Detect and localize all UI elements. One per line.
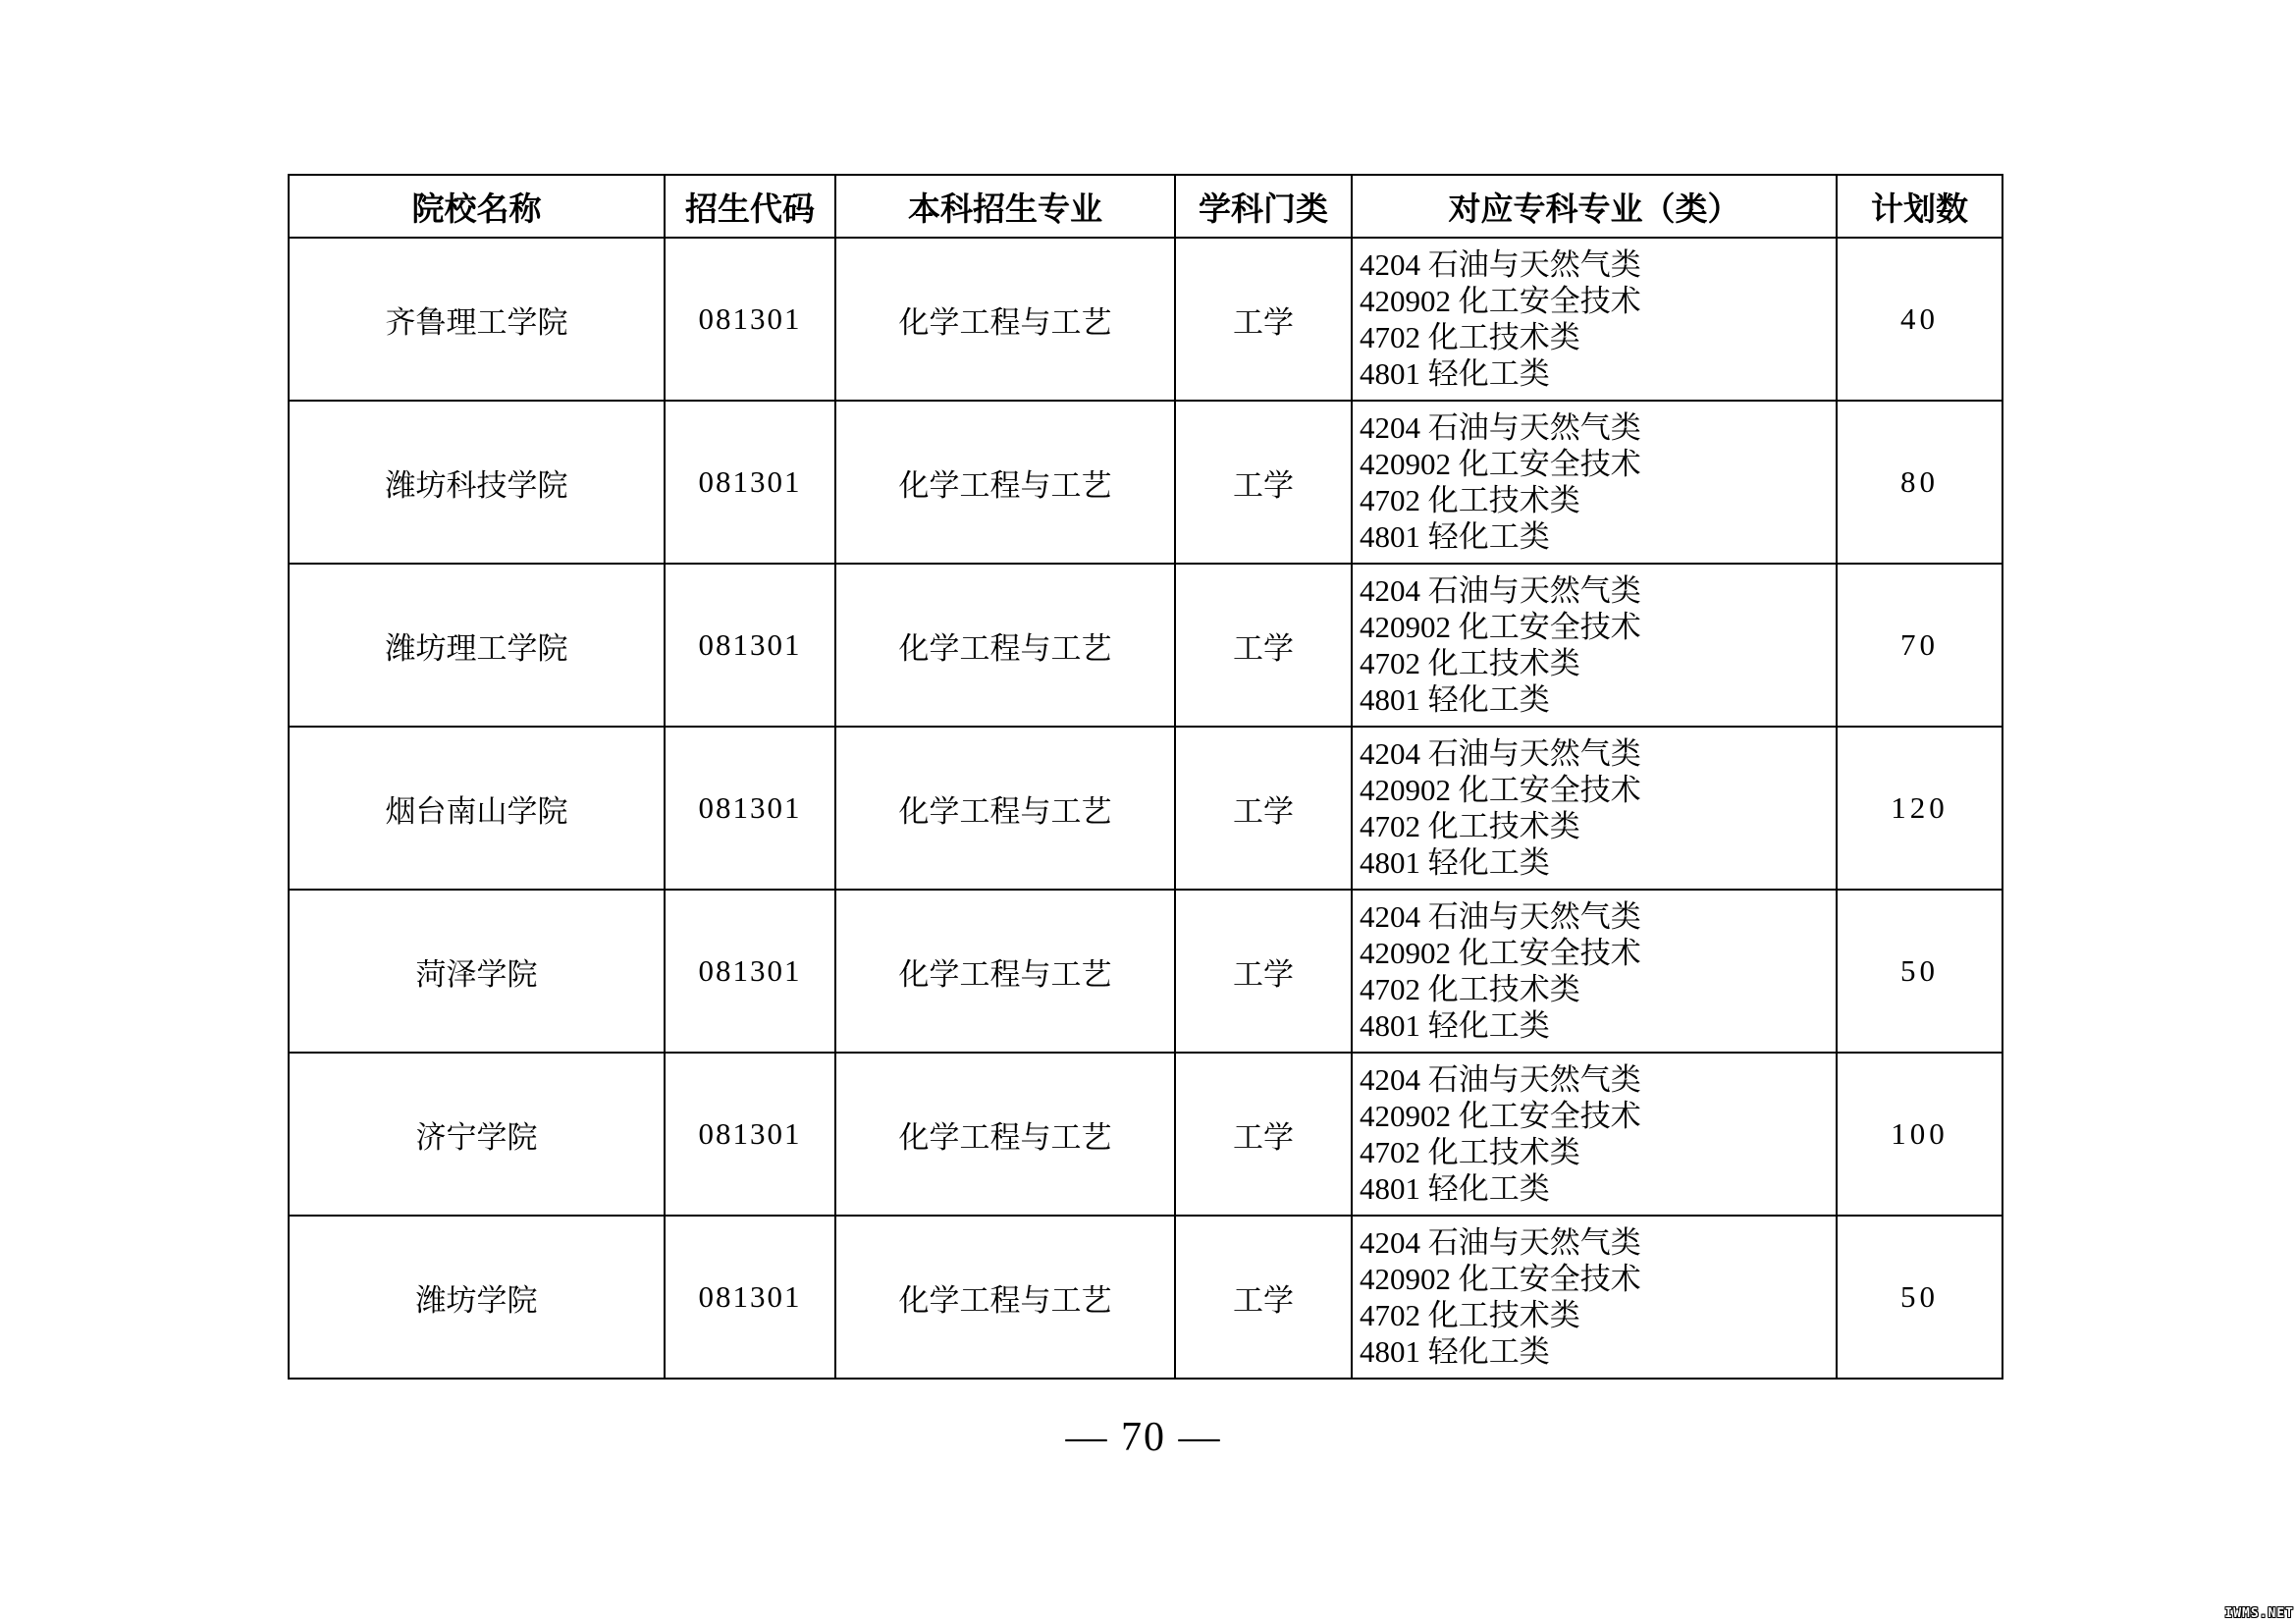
vocational-major-line: 420902 化工安全技术 (1360, 1262, 1641, 1296)
vocational-majors-cell (1352, 1053, 1837, 1216)
table-row (289, 727, 2002, 890)
vocational-major-line: 4801 轻化工类 (1360, 682, 1550, 717)
admission-code-cell: 081301 (665, 401, 835, 564)
discipline-category-cell: 工学 (1175, 1216, 1352, 1379)
undergrad-major-cell: 化学工程与工艺 (835, 564, 1175, 727)
plan-count-cell: 50 (1837, 890, 2002, 1053)
undergrad-major-cell: 化学工程与工艺 (835, 401, 1175, 564)
table-row (289, 564, 2002, 727)
admission-code-cell: 081301 (665, 238, 835, 401)
undergrad-major-cell: 化学工程与工艺 (835, 890, 1175, 1053)
school-name-cell: 潍坊科技学院 (289, 401, 665, 564)
admission-code-cell: 081301 (665, 890, 835, 1053)
discipline-category-cell: 工学 (1175, 1053, 1352, 1216)
school-name-cell: 潍坊理工学院 (289, 564, 665, 727)
vocational-major-line: 4702 化工技术类 (1360, 646, 1580, 680)
school-name-cell: 齐鲁理工学院 (289, 238, 665, 401)
vocational-major-line: 4801 轻化工类 (1360, 519, 1550, 554)
vocational-majors-cell (1352, 890, 1837, 1053)
header-admission-code: 招生代码 (665, 175, 835, 238)
plan-count-cell: 70 (1837, 564, 2002, 727)
table-header-row (289, 175, 2002, 238)
vocational-major-line: 4702 化工技术类 (1360, 1298, 1580, 1332)
vocational-major-line: 4204 石油与天然气类 (1360, 247, 1641, 282)
vocational-major-line: 420902 化工安全技术 (1360, 284, 1641, 318)
vocational-majors-cell (1352, 1216, 1837, 1379)
admission-plan-table (288, 174, 2003, 1380)
admission-code-cell: 081301 (665, 1216, 835, 1379)
vocational-major-line: 4801 轻化工类 (1360, 845, 1550, 880)
table-row (289, 1053, 2002, 1216)
table-row (289, 890, 2002, 1053)
vocational-majors-cell (1352, 401, 1837, 564)
school-name-cell: 潍坊学院 (289, 1216, 665, 1379)
header-undergrad-major: 本科招生专业 (835, 175, 1175, 238)
vocational-major-line: 4702 化工技术类 (1360, 483, 1580, 517)
header-school-name: 院校名称 (289, 175, 665, 238)
school-name-cell: 菏泽学院 (289, 890, 665, 1053)
header-vocational-majors: 对应专科专业（类） (1352, 175, 1837, 238)
header-plan-count: 计划数 (1837, 175, 2002, 238)
vocational-major-line: 4204 石油与天然气类 (1360, 410, 1641, 445)
table-row (289, 238, 2002, 401)
vocational-major-line: 4801 轻化工类 (1360, 356, 1550, 391)
vocational-majors-cell (1352, 564, 1837, 727)
plan-count-cell: 120 (1837, 727, 2002, 890)
vocational-major-line: 420902 化工安全技术 (1360, 447, 1641, 481)
vocational-major-line: 4204 石油与天然气类 (1360, 1225, 1641, 1260)
vocational-major-line: 420902 化工安全技术 (1360, 773, 1641, 807)
vocational-majors-cell (1352, 727, 1837, 890)
vocational-major-line: 4702 化工技术类 (1360, 972, 1580, 1006)
vocational-major-line: 4204 石油与天然气类 (1360, 736, 1641, 771)
undergrad-major-cell: 化学工程与工艺 (835, 238, 1175, 401)
table-row (289, 401, 2002, 564)
vocational-major-line: 420902 化工安全技术 (1360, 610, 1641, 644)
vocational-major-line: 4702 化工技术类 (1360, 320, 1580, 354)
vocational-majors-cell (1352, 238, 1837, 401)
discipline-category-cell: 工学 (1175, 890, 1352, 1053)
table-row (289, 1216, 2002, 1379)
vocational-major-line: 420902 化工安全技术 (1360, 1099, 1641, 1133)
discipline-category-cell: 工学 (1175, 564, 1352, 727)
admission-code-cell: 081301 (665, 564, 835, 727)
plan-count-cell: 100 (1837, 1053, 2002, 1216)
school-name-cell: 济宁学院 (289, 1053, 665, 1216)
vocational-major-line: 4801 轻化工类 (1360, 1334, 1550, 1369)
watermark-label: IWMS.NET (2224, 1606, 2294, 1621)
table-body (289, 238, 2002, 1379)
discipline-category-cell: 工学 (1175, 401, 1352, 564)
discipline-category-cell: 工学 (1175, 727, 1352, 890)
admission-code-cell: 081301 (665, 1053, 835, 1216)
vocational-major-line: 4204 石油与天然气类 (1360, 899, 1641, 934)
plan-count-cell: 50 (1837, 1216, 2002, 1379)
plan-count-cell: 40 (1837, 238, 2002, 401)
vocational-major-line: 4801 轻化工类 (1360, 1171, 1550, 1206)
undergrad-major-cell: 化学工程与工艺 (835, 1053, 1175, 1216)
undergrad-major-cell: 化学工程与工艺 (835, 727, 1175, 890)
vocational-major-line: 420902 化工安全技术 (1360, 936, 1641, 970)
vocational-major-line: 4204 石油与天然气类 (1360, 1062, 1641, 1097)
vocational-major-line: 4204 石油与天然气类 (1360, 573, 1641, 608)
page-number: — 70 — (1065, 1415, 1222, 1460)
school-name-cell: 烟台南山学院 (289, 727, 665, 890)
admission-code-cell: 081301 (665, 727, 835, 890)
header-discipline-category: 学科门类 (1175, 175, 1352, 238)
plan-count-cell: 80 (1837, 401, 2002, 564)
undergrad-major-cell: 化学工程与工艺 (835, 1216, 1175, 1379)
vocational-major-line: 4702 化工技术类 (1360, 809, 1580, 843)
vocational-major-line: 4801 轻化工类 (1360, 1008, 1550, 1043)
vocational-major-line: 4702 化工技术类 (1360, 1135, 1580, 1169)
discipline-category-cell: 工学 (1175, 238, 1352, 401)
